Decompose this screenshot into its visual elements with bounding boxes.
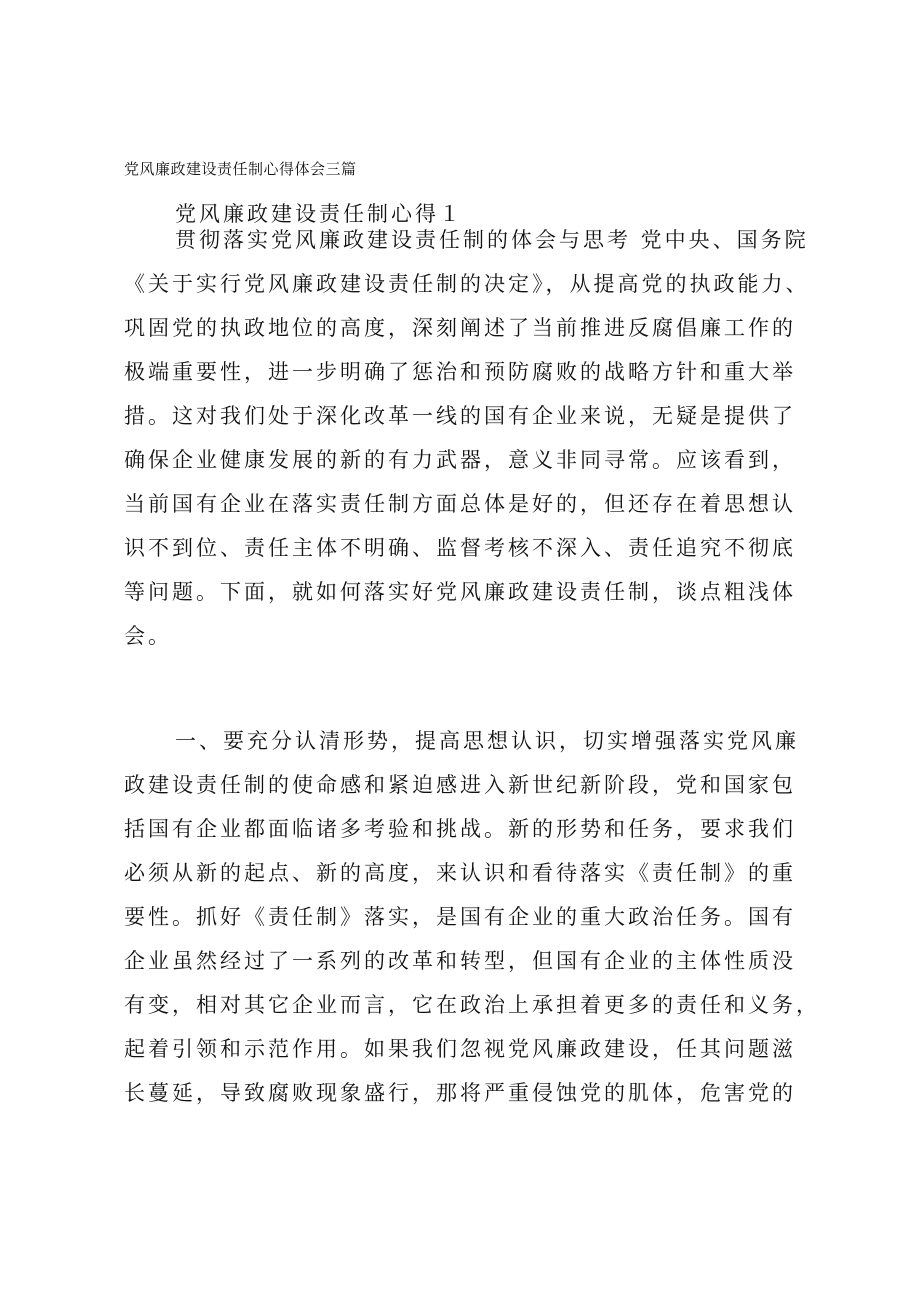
paragraph-line: 政建设责任制的使命感和紧迫感进入新世纪新阶段，党和国家包 [124,773,796,797]
paragraph-line: 长蔓延，导致腐败现象盛行，那将严重侵蚀党的肌体，危害党的 [124,1081,796,1105]
paragraph-line: 起着引领和示范作用。如果我们忽视党风廉政建设，任其问题滋 [124,1037,796,1061]
paragraph-line: 措。这对我们处于深化改革一线的国有企业来说，无疑是提供了 [124,404,796,428]
paragraph-line: 必须从新的起点、新的高度，来认识和看待落实《责任制》的重 [124,861,796,885]
paragraph-1 [124,218,824,658]
document-title: 党风廉政建设责任制心得体会三篇 [124,160,357,178]
paragraph-line: 识不到位、责任主体不明确、监督考核不深入、责任追究不彻底 [124,536,796,560]
paragraph-line: 有变，相对其它企业而言，它在政治上承担着更多的责任和义务， [124,993,820,1017]
paragraph-line: 《关于实行党风廉政建设责任制的决定》，从提高党的执政能力、 [124,272,810,296]
paragraph-line: 极端重要性，进一步明确了惩治和预防腐败的战略方针和重大举 [124,360,796,384]
paragraph-line: 要性。抓好《责任制》落实，是国有企业的重大政治任务。国有 [124,905,796,929]
paragraph-line: 巩固党的执政地位的高度，深刻阐述了当前推进反腐倡廉工作的 [124,316,796,340]
paragraph-line: 确保企业健康发展的新的有力武器，意义非同寻常。应该看到， [124,448,796,472]
paragraph-line: 括国有企业都面临诸多考验和挑战。新的形势和任务，要求我们 [124,817,796,841]
paragraph-2 [124,719,824,1115]
section-subtitle: 党风廉政建设责任制心得１ [175,202,463,226]
paragraph-line: 贯彻落实党风廉政建设责任制的体会与思考 党中央、国务院 [175,228,809,252]
paragraph-line: 等问题。下面，就如何落实好党风廉政建设责任制，谈点粗浅体 [124,580,796,604]
paragraph-line: 当前国有企业在落实责任制方面总体是好的，但还存在着思想认 [124,492,796,516]
paragraph-line: 一、要充分认清形势，提高思想认识，切实增强落实党风廉 [175,729,799,753]
paragraph-line: 会。 [124,624,172,648]
paragraph-line: 企业虽然经过了一系列的改革和转型，但国有企业的主体性质没 [124,949,796,973]
